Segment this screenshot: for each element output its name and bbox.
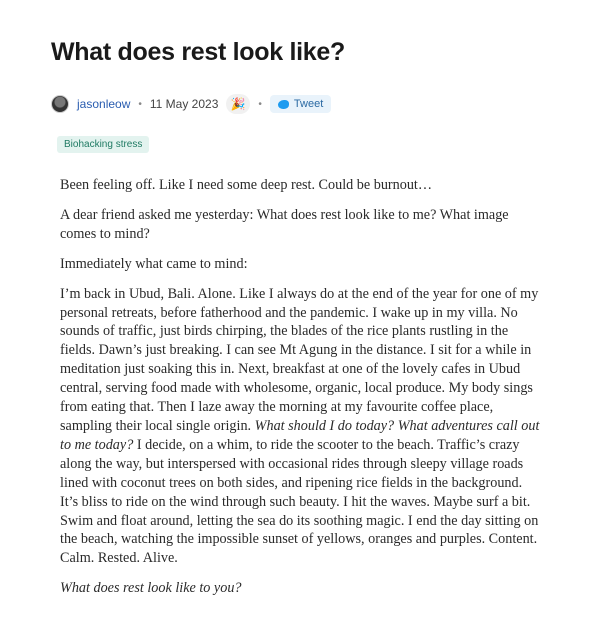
separator-dot: • <box>138 98 142 110</box>
publish-date: 11 May 2023 <box>149 97 219 111</box>
tag-badge[interactable]: Biohacking stress <box>57 136 149 153</box>
tweet-label: Tweet <box>293 98 324 110</box>
paragraph <box>60 285 540 569</box>
avatar[interactable] <box>51 95 69 113</box>
paragraph: Been feeling off. Like I need some deep rest. Could be burnout… <box>60 177 433 193</box>
article-body <box>60 176 540 609</box>
closing-question <box>60 579 540 598</box>
paragraph: Immediately what came to mind: <box>60 255 248 272</box>
paragraph-text: I’m back in Ubud, Bali. Alone. Like I always do at the end of the year for one of my personal retreats, before fatherhood and the pandemic. I wake up in my villa. No sounds of traffic, just birds chirping, the blades of the rice plants rustling in the fields. Dawn’s just breaking. I can see Mt Agung in the distance. I sit for a while in meditation just soaking this in. Next, breakfast at one of the lovely cafes in Ubud central, serving food made with wholesome, organic, local produce. My body sings from eating that. Then I laze away the morning at my favourite coffee place, sampling their local single origin. <box>60 285 539 434</box>
party-popper-icon: 🎉 <box>230 97 246 111</box>
page-title: What does rest look like? <box>51 38 345 66</box>
author-link[interactable]: jasonleow <box>77 97 131 111</box>
tweet-button[interactable] <box>270 95 331 113</box>
paragraph-italic-text: What does rest look like to you? <box>60 580 242 597</box>
separator-dot: • <box>258 98 262 110</box>
reaction-button[interactable] <box>226 94 250 114</box>
paragraph-text: I decide, on a whim, to ride the scooter to the beach. Traffic’s crazy along the way, but interspersed with occasional rides through sleepy village roads lined with coconut trees on both sides, and ripening rice fields in the background. It’s bliss to ride on the wind through such beauty. I hit the waves. Maybe surf a bit. Swim and float around, letting the sea do its soothing magic. I end the day sitting on the beach, watching the impossible sunset of yellows, oranges and purples. Content. Calm. Rested. Alive. <box>60 436 539 567</box>
paragraph: A dear friend asked me yesterday: What does rest look like to me? What image comes to mind? <box>60 206 509 242</box>
paragraph-italic-text: What should I do today? What adventures call out to me today? <box>60 417 540 453</box>
article-meta <box>51 94 331 114</box>
twitter-bird-icon <box>278 100 289 109</box>
